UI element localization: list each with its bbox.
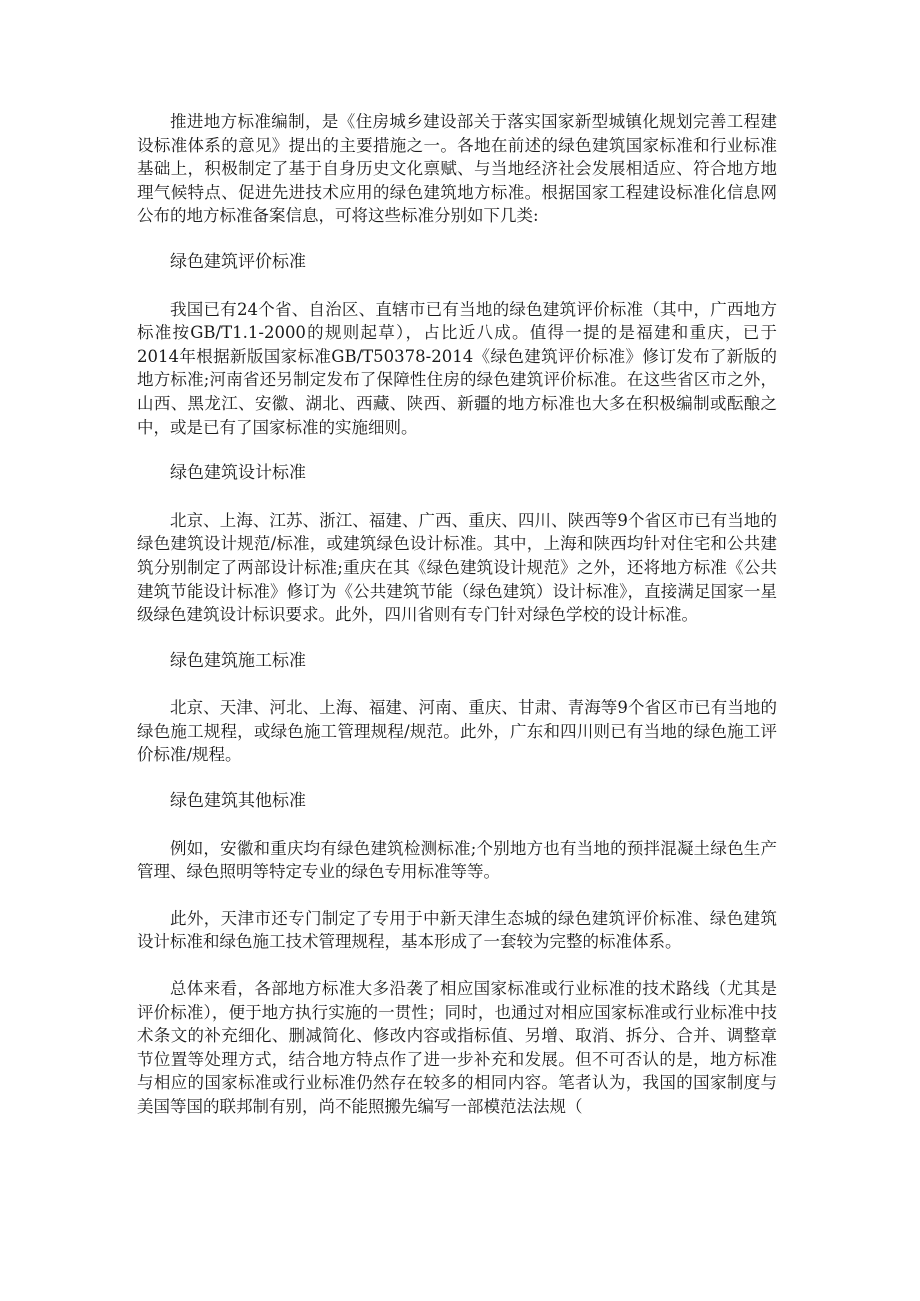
construction-paragraph: 北京、天津、河北、上海、福建、河南、重庆、甘肃、青海等9个省区市已有当地的绿色施工规程，或绿色施工管理规程/规范。此外，广东和四川则已有当地的绿色施工评价标准/规程。 (137, 698, 777, 765)
summary-paragraph: 总体来看，各部地方标准大多沿袭了相应国家标准或行业标准的技术路线（尤其是评价标准），便于地方执行实施的一贯性；同时，也通过对相应国家标准或行业标准中技术条文的补充细化、删减简化、修改内容或指标值、另增、取消、拆分、合并、调整章节位置等处理方式，结合地方特点作了进一步补充和发展。但不可否认的是，地方标准与相应的国家标准或行业标准仍然存在较多的相同内容。笔者认为，我国的国家制度与美国等国的联邦制有别，尚不能照搬先编写一部模范法法规（ (137, 979, 777, 1116)
document-page (137, 110, 777, 1142)
section-heading-other: 绿色建筑其他标准 (170, 791, 306, 812)
intro-paragraph: 推进地方标准编制，是《住房城乡建设部关于落实国家新型城镇化规划完善工程建设标准体系的意见》提出的主要措施之一。各地在前述的绿色建筑国家标准和行业标准基础上，积极制定了基于自身历史文化禀赋、与当地经济社会发展相适应、符合地方地理气候特点、促进先进技术应用的绿色建筑地方标准。根据国家工程建设标准化信息网公布的地方标准备案信息，可将这些标准分别如下几类: (137, 112, 777, 226)
section-heading-construction: 绿色建筑施工标准 (170, 650, 306, 671)
section-heading-evaluation: 绿色建筑评价标准 (170, 251, 306, 272)
evaluation-paragraph: 我国已有24个省、自治区、直辖市已有当地的绿色建筑评价标准（其中，广西地方标准按GB/T1.1-2000的规则起草），占比近八成。值得一提的是福建和重庆，已于2014年根据新版国家标准GB/T50378-2014《绿色建筑评价标准》修订发布了新版的地方标准;河南省还另制定发布了保障性住房的绿色建筑评价标准。在这些省区市之外，山西、黑龙江、安徽、湖北、西藏、陕西、新疆的地方标准也大多在积极编制或酝酿之中，或是已有了国家标准的实施细则。 (137, 299, 777, 437)
design-paragraph: 北京、上海、江苏、浙江、福建、广西、重庆、四川、陕西等9个省区市已有当地的绿色建筑设计规范/标准，或建筑绿色设计标准。其中，上海和陕西均针对住宅和公共建筑分别制定了两部设计标准;重庆在其《绿色建筑设计规范》之外，还将地方标准《公共建筑节能设计标准》修订为《公共建筑节能（绿色建筑）设计标准》，直接满足国家一星级绿色建筑设计标识要求。此外，四川省则有专门针对绿色学校的设计标准。 (137, 510, 777, 625)
tianjin-paragraph: 此外，天津市还专门制定了专用于中新天津生态城的绿色建筑评价标准、绿色建筑设计标准和绿色施工技术管理规程，基本形成了一套较为完整的标准体系。 (137, 908, 777, 952)
section-heading-design: 绿色建筑设计标准 (170, 463, 306, 484)
other-paragraph: 例如，安徽和重庆均有绿色建筑检测标准;个别地方也有当地的预拌混凝土绿色生产管理、绿色照明等特定专业的绿色专用标准等等。 (137, 838, 777, 882)
